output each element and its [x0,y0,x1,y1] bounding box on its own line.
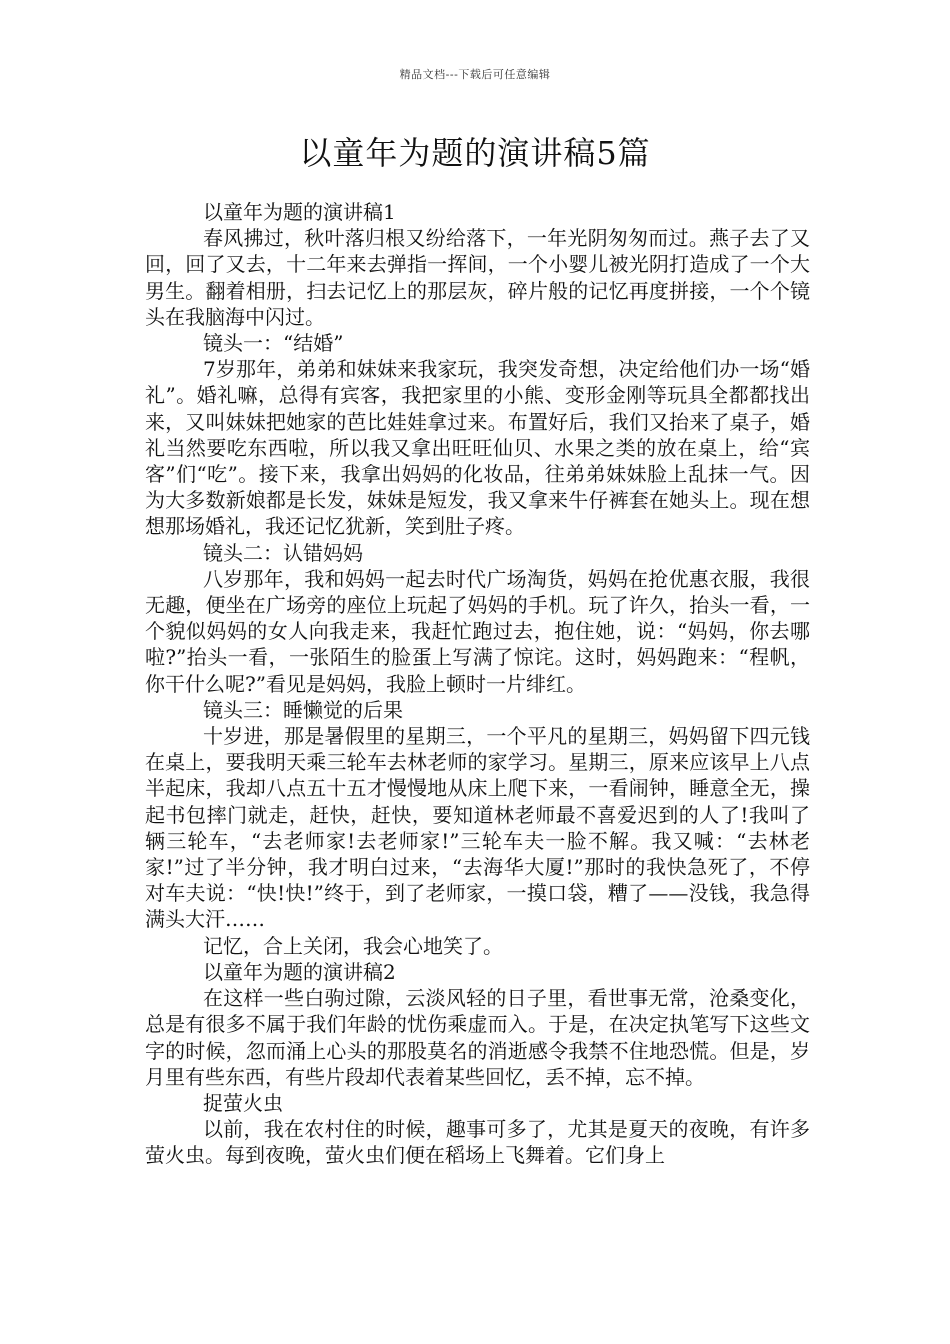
paragraph: 以前，我在农村住的时候，趣事可多了，尤其是夏天的夜晚，有许多萤火虫。每到夜晚，萤火虫们便在稻场上飞舞着。它们身上 [145,1117,810,1168]
section-heading: 镜头一：“结婚” [203,331,344,356]
section-heading: 捉萤火虫 [203,1090,283,1115]
document-title: 以童年为题的演讲稿5篇 [299,134,651,172]
paragraph: 十岁进，那是暑假里的星期三，一个平凡的星期三，妈妈留下四元钱在桌上，要我明天乘三轮车去林老师的家学习。星期三，原来应该早上八点半起床，我却八点五十五才慢慢地从床上爬下来，一看闹钟，睡意全无，操起书包摔门就走，赶快，赶快，要知道林老师最不喜爱迟到的人了!我叫了辆三轮车，“去老师家!去老师家!”三轮车夫一脸不解。我又喊：“去林老家!”过了半分钟，我才明白过来，“去海华大厦!”那时的我快急死了，不停对车夫说：“快!快!”终于，到了老师家，一摸口袋，糟了——没钱，我急得满头大汗…… [145,724,810,932]
header-note: 精品文档---下载后可任意编辑 [399,68,551,81]
paragraph: 7岁那年，弟弟和妹妹来我家玩，我突发奇想，决定给他们办一场“婚礼”。婚礼嘛，总得有宾客，我把家里的小熊、变形金刚等玩具全都都找出来，又叫妹妹把她家的芭比娃娃拿过来。布置好后，我们又抬来了桌子，婚礼当然要吃东西啦，所以我又拿出旺旺仙贝、水果之类的放在桌上，给“宾客”们“吃”。接下来，我拿出妈妈的化妆品，往弟弟妹妹脸上乱抹一气。因为大多数新娘都是长发，妹妹是短发，我又拿来牛仔裤套在她头上。现在想想那场婚礼，我还记忆犹新，笑到肚子疼。 [145,357,810,539]
subtitle-speech-2: 以童年为题的演讲稿2 [203,959,396,984]
paragraph: 八岁那年，我和妈妈一起去时代广场淘货，妈妈在抢优惠衣服，我很无趣，便坐在广场旁的座位上玩起了妈妈的手机。玩了许久，抬头一看，一个貌似妈妈的女人向我走来，我赶忙跑过去，抱住她，说：“妈妈，你去哪啦?”抬头一看，一张陌生的脸蛋上写满了惊诧。这时，妈妈跑来：“程帆，你干什么呢?”看见是妈妈，我脸上顿时一片绯红。 [145,566,810,696]
paragraph: 在这样一些白驹过隙，云淡风轻的日子里，看世事无常，沧桑变化，总是有很多不属于我们年龄的忧伤乘虚而入。于是，在决定执笔写下这些文字的时候，忽而涌上心头的那股莫名的消逝感令我禁不住地恐慌。但是，岁月里有些东西，有些片段却代表着某些回忆，丢不掉，忘不掉。 [145,986,810,1089]
section-heading: 镜头二：认错妈妈 [203,540,363,565]
subtitle-speech-1: 以童年为题的演讲稿1 [203,200,396,224]
section-heading: 镜头三：睡懒觉的后果 [203,697,403,722]
paragraph: 记忆，合上关闭，我会心地笑了。 [203,933,503,958]
paragraph: 春风拂过，秋叶落归根又纷给落下，一年光阴匆匆而过。燕子去了又回，回了又去，十二年来去弹指一挥间，一个小婴儿被光阴打造成了一个大男生。翻着相册，扫去记忆上的那层灰，碎片般的记忆再度拼接，一个个镜头在我脑海中闪过。 [145,226,810,329]
document-body [145,199,810,1169]
